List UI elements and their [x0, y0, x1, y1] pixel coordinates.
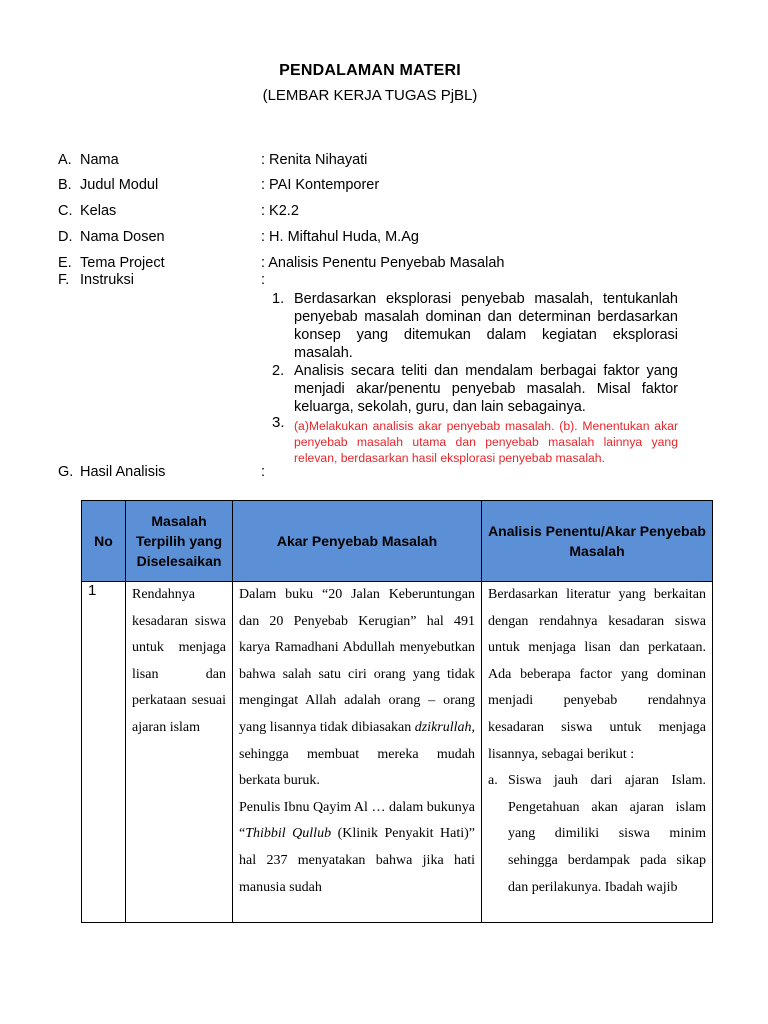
- header-masalah: Masalah Terpilih yang Diselesaikan: [126, 501, 233, 582]
- instruction-list: [272, 290, 678, 466]
- instruction-item: [272, 362, 678, 416]
- info-label: Hasil Analisis: [80, 464, 166, 480]
- info-value: :: [261, 272, 266, 288]
- info-label: Instruksi: [80, 272, 134, 288]
- instruction-text: Analisis secara teliti dan mendalam berbagai faktor yang menjadi akar/penentu penyebab masalah. Misal faktor keluarga, sekolah, guru, dan lain sebagainya.: [294, 363, 678, 415]
- document-subtitle: (LEMBAR KERJA TUGAS PjBL): [262, 87, 478, 104]
- info-letter: A.: [58, 152, 72, 168]
- info-letter: F.: [58, 272, 70, 288]
- instruction-item: [272, 290, 678, 362]
- info-label: Nama: [80, 152, 119, 168]
- cell-akar-penyebab: [233, 582, 482, 923]
- analisis-list: [488, 768, 706, 901]
- analisis-text: [488, 582, 706, 918]
- akar-p1-end: , sehingga membuat mereka mudah berkata buruk.: [239, 719, 475, 789]
- document-title: PENDALAMAN MATERI: [279, 62, 461, 79]
- info-value: : Renita Nihayati: [261, 152, 368, 168]
- header-akar-penyebab: Akar Penyebab Masalah: [233, 501, 482, 582]
- akar-paragraph-2: [239, 795, 475, 901]
- instruction-number: 3.: [272, 414, 285, 431]
- analysis-table: [81, 500, 713, 923]
- header-analisis-penentu: Analisis Penentu/Akar Penyebab Masalah: [482, 501, 713, 582]
- instruction-text: (a)Melakukan analisis akar penyebab masalah. (b). Menentukan akar penyebab masalah utama dan penyebab masalah lainnya yang relevan, berdasarkan hasil eksplorasi penyebab masalah.: [294, 419, 678, 465]
- akar-paragraph-1: [239, 582, 475, 795]
- akar-penyebab-text: [239, 582, 475, 918]
- header-no: No: [82, 501, 126, 582]
- info-label: Tema Project: [80, 255, 165, 271]
- info-letter: G.: [58, 464, 74, 480]
- info-letter: B.: [58, 177, 72, 193]
- cell-masalah: [126, 582, 233, 923]
- info-label: Judul Modul: [80, 177, 159, 193]
- masalah-text: Rendahnya kesadaran siswa untuk menjaga lisan dan perkataan sesuai ajaran islam: [132, 587, 226, 735]
- instruction-number: 1.: [272, 291, 285, 307]
- info-letter: E.: [58, 255, 72, 271]
- list-item: [488, 768, 706, 901]
- row-number: 1: [88, 582, 97, 599]
- instruction-text: Berdasarkan eksplorasi penyebab masalah, tentukanlah penyebab masalah dominan dan determinan berdasarkan konsep yang ditemukan dalam kegiatan eksplorasi masalah.: [294, 291, 678, 361]
- table-row: [82, 582, 713, 923]
- info-value: : Analisis Penentu Penyebab Masalah: [261, 255, 505, 271]
- akar-p2-italic: Thibbil Qullub: [245, 826, 332, 842]
- akar-p2-end: (Klinik Penyakit Hati)” hal 237 menyatakan bahwa jika hati manusia sudah: [239, 826, 475, 895]
- info-label: Kelas: [80, 203, 117, 219]
- info-value: : H. Miftahul Huda, M.Ag: [261, 229, 419, 245]
- info-value: : K2.2: [261, 203, 299, 219]
- info-value: :: [261, 464, 266, 480]
- akar-p2-text: Penulis Ibnu Qayim Al … dalam bukunya “: [239, 799, 475, 842]
- list-item-text: Siswa jauh dari ajaran Islam. Pengetahuan akan ajaran islam yang dimiliki siswa minim sehingga berdampak pada sikap dan perilakunya. Ibadah wajib: [508, 773, 706, 895]
- akar-p1-text: Dalam buku “20 Jalan Keberuntungan dan 20 Penyebab Kerugian” hal 491 karya Ramadhani Abdullah menyebutkan bahwa salah satu ciri orang yang tidak mengingat Allah adalah orang – orang yang lisannya tidak dibiasakan: [239, 587, 475, 735]
- cell-no: [82, 582, 126, 923]
- info-letter: D.: [58, 229, 73, 245]
- instruction-number: 2.: [272, 363, 285, 379]
- analisis-intro: Berdasarkan literatur yang berkaitan dengan rendahnya kesadaran siswa untuk menjaga lisan dan perkataan. Ada beberapa factor yang dominan menjadi penyebab rendahnya kesadaran siswa untuk menjaga lisannya, sebagai berikut :: [488, 587, 706, 762]
- info-label: Nama Dosen: [80, 229, 165, 245]
- table-header-row: [82, 501, 713, 582]
- instruction-item: [272, 414, 678, 466]
- list-marker: a.: [488, 773, 498, 789]
- cell-analisis-penentu: [482, 582, 713, 923]
- info-letter: C.: [58, 203, 73, 219]
- info-value: : PAI Kontemporer: [261, 177, 380, 193]
- akar-p1-italic: dzikrullah: [414, 719, 472, 735]
